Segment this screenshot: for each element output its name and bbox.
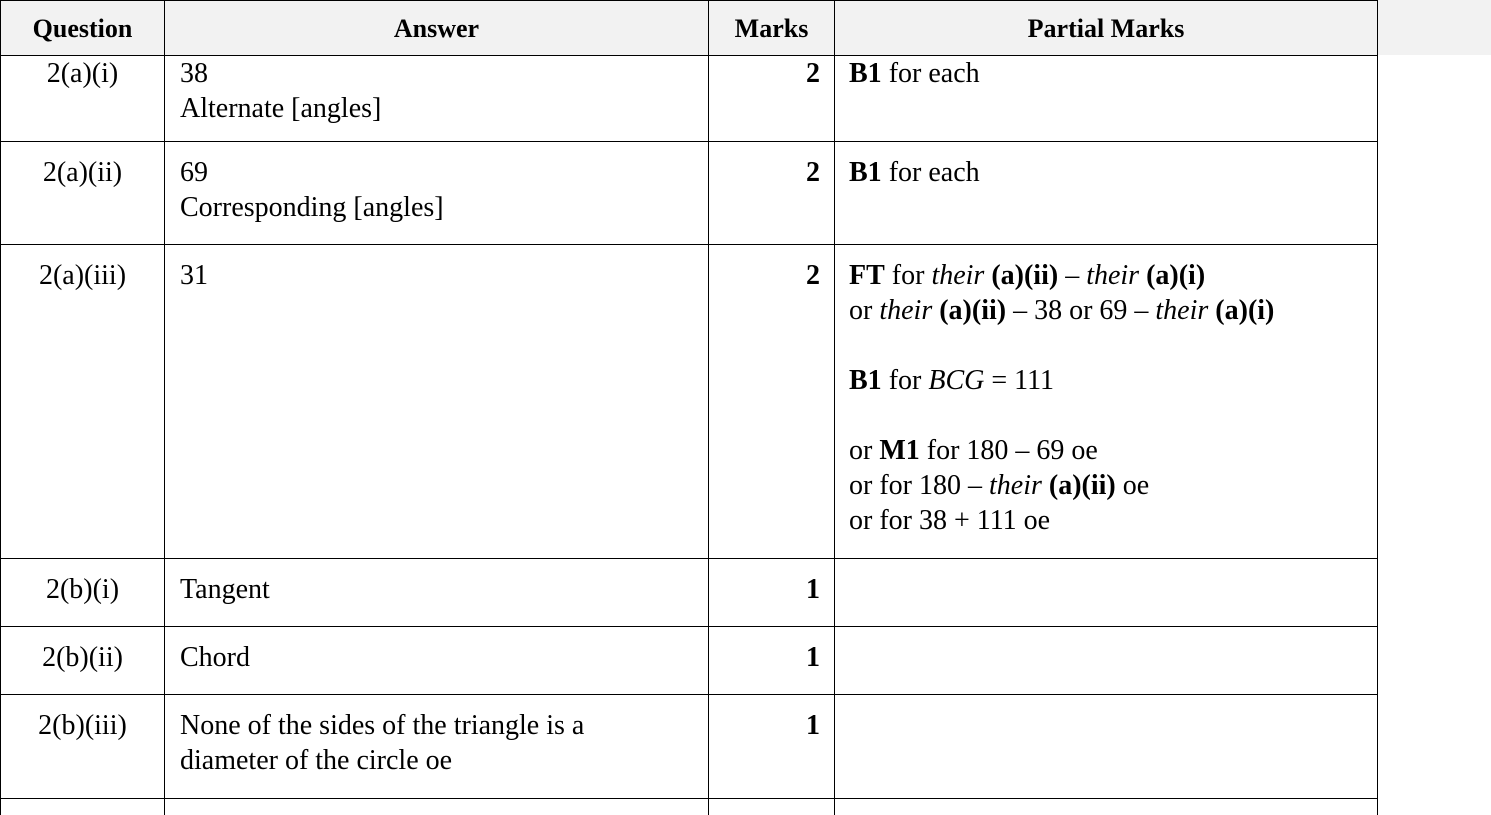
question-cell [1, 799, 165, 815]
question-cell: 2(b)(i) [1, 559, 165, 627]
table-row [1, 142, 1378, 245]
partial-marks-cell [835, 799, 1378, 815]
partial-or-line: or for 180 – their (a)(ii) oe [849, 470, 1150, 501]
partial-or-line: or for 38 + 111 oe [849, 505, 1051, 536]
answer-cell: Chord [165, 627, 709, 695]
marks-cell: 2 [709, 56, 835, 142]
partial-marks-cell [835, 627, 1378, 695]
partial-ft-line: FT for their (a)(ii) – their (a)(i) [849, 260, 1206, 291]
answer-cell: None of the sides of the triangle is a diameter of the circle oe [165, 695, 709, 799]
question-cell: 2(b)(iii) [1, 695, 165, 799]
answer-cell [165, 799, 709, 815]
table-row [1, 56, 1378, 142]
question-cell: 2(a)(iii) [1, 245, 165, 559]
partial-marks-cell: B1 for each [835, 56, 1378, 142]
answer-cell: 38 Alternate [angles] [165, 56, 709, 142]
partial-marks-cell [835, 559, 1378, 627]
partial-marks-cell: B1 for each [835, 142, 1378, 245]
column-header-answer: Answer [165, 1, 709, 56]
marks-cell: 1 [709, 559, 835, 627]
table-row [1, 695, 1378, 799]
table-row [1, 799, 1378, 815]
partial-marks-cell [835, 695, 1378, 799]
partial-marks-cell [835, 245, 1378, 559]
marks-cell [709, 799, 835, 815]
table-row [1, 627, 1378, 695]
column-header-partial-marks: Partial Marks [835, 1, 1378, 56]
header-row [1, 1, 1378, 56]
column-header-question: Question [1, 1, 165, 56]
table-row [1, 559, 1378, 627]
answer-cell: 69 Corresponding [angles] [165, 142, 709, 245]
partial-m1-line: or M1 for 180 – 69 oe [849, 435, 1098, 466]
marks-cell: 1 [709, 627, 835, 695]
question-cell: 2(a)(ii) [1, 142, 165, 245]
marks-cell: 1 [709, 695, 835, 799]
marks-cell: 2 [709, 245, 835, 559]
answer-cell: 31 [165, 245, 709, 559]
column-header-marks: Marks [709, 1, 835, 56]
marks-cell: 2 [709, 142, 835, 245]
partial-or-line: or their (a)(ii) – 38 or 69 – their (a)(i) [849, 295, 1275, 326]
question-cell: 2(b)(ii) [1, 627, 165, 695]
partial-b1-line: B1 for BCG = 111 [849, 365, 1055, 396]
answer-cell: Tangent [165, 559, 709, 627]
question-cell: 2(a)(i) [1, 56, 165, 142]
table-row [1, 245, 1378, 559]
